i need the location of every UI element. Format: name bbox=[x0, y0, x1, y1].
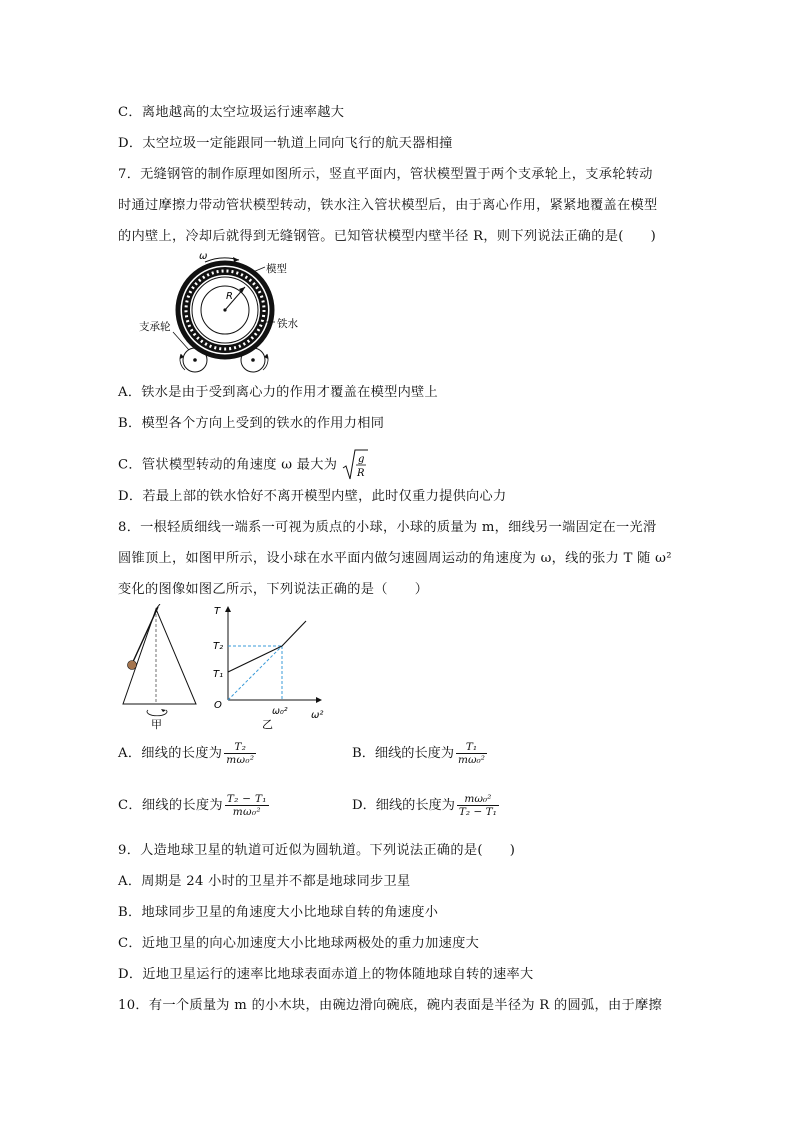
q7-stem-line1: 7．无缝钢管的制作原理如图所示，竖直平面内，管状模型置于两个支承轮上，支承轮转动 bbox=[118, 167, 653, 182]
q7-option-a: A．铁水是由于受到离心力的作用才覆盖在模型内壁上 bbox=[118, 385, 439, 400]
q10-stem-line1: 10．有一个质量为 m 的小木块，由碗边滑向碗底，碗内表面是半径为 R 的圆弧，由于摩擦 bbox=[118, 998, 662, 1013]
axis-t-label: T bbox=[214, 606, 221, 617]
sqrt-denominator: R bbox=[356, 468, 365, 479]
fraction-denominator: mω₀² bbox=[458, 754, 485, 766]
model-label: 模型 bbox=[266, 263, 287, 275]
q7-stem-line3: 的内壁上，冷却后就得到无缝钢管。已知管状模型内壁半径 R，则下列说法正确的是( ) bbox=[118, 229, 657, 244]
omega-label: ω bbox=[199, 251, 208, 262]
q6-option-d: D．太空垃圾一定能跟同一轨道上同向飞行的航天器相撞 bbox=[118, 136, 453, 151]
q9-stem: 9．人造地球卫星的轨道可近似为圆轨道。下列说法正确的是( ) bbox=[118, 843, 516, 858]
q8-option-d-fraction bbox=[457, 793, 499, 818]
q8-stem-line2: 圆锥顶上，如图甲所示，设小球在水平面内做匀速圆周运动的角速度为 ω，线的张力 T 随 ω² bbox=[118, 551, 672, 566]
q6-option-c: C．离地越高的太空垃圾运行速率越大 bbox=[118, 105, 345, 120]
q8-stem-line1: 8．一根轻质细线一端系一可视为质点的小球，小球的质量为 m，细线另一端固定在一光滑 bbox=[118, 520, 657, 535]
q8-option-b-text: B．细线的长度为 bbox=[352, 746, 455, 761]
q9-option-c: C．近地卫星的向心加速度大小比地球两极处的重力加速度大 bbox=[118, 936, 480, 951]
q7-pipe-figure bbox=[135, 250, 335, 375]
q8-cone-figure-jia bbox=[118, 604, 208, 732]
support-wheel-label: 支承轮 bbox=[139, 321, 171, 333]
fraction-denominator: mω₀² bbox=[226, 754, 255, 766]
figure-yi-label: 乙 bbox=[262, 718, 273, 731]
sqrt-sign-icon bbox=[342, 449, 368, 481]
q8-option-a bbox=[118, 741, 256, 766]
fraction-numerator: T₁ bbox=[456, 741, 487, 754]
q8-option-c-text: C．细线的长度为 bbox=[118, 798, 223, 813]
sqrt-numerator: g bbox=[357, 454, 365, 465]
q7-stem-line2: 时通过摩擦力带动管状模型转动，铁水注入管状模型后，由于离心作用，紧紧地覆盖在模型 bbox=[118, 198, 658, 213]
figure-jia-label: 甲 bbox=[151, 718, 162, 731]
q8-graph-figure-yi bbox=[210, 604, 330, 732]
fraction-denominator: T₂ − T₁ bbox=[458, 806, 497, 818]
q7-option-c bbox=[118, 449, 368, 481]
q8-stem-line3: 变化的图像如图乙所示，下列说法正确的是（ ） bbox=[118, 582, 429, 597]
radius-label: R bbox=[226, 291, 233, 302]
fraction-numerator: T₂ bbox=[224, 741, 256, 754]
q9-option-b: B．地球同步卫星的角速度大小比地球自转的角速度小 bbox=[118, 905, 439, 920]
origin-label: O bbox=[214, 700, 222, 711]
q8-option-b bbox=[352, 741, 487, 766]
axis-omega-sq-label: ω² bbox=[311, 710, 324, 721]
fraction-numerator: T₂ − T₁ bbox=[226, 793, 267, 805]
fraction-denominator: mω₀² bbox=[232, 806, 261, 818]
q8-option-a-text: A．细线的长度为 bbox=[118, 746, 223, 761]
q7-option-b: B．模型各个方向上受到的铁水的作用力相同 bbox=[118, 416, 385, 431]
molten-iron-label: 铁水 bbox=[277, 318, 298, 330]
t2-tick-label: T₂ bbox=[213, 641, 224, 652]
q8-option-c-fraction bbox=[225, 793, 269, 818]
q8-option-b-fraction bbox=[456, 741, 487, 766]
q7-option-c-text: C．管状模型转动的角速度 ω 最大为 bbox=[118, 457, 338, 473]
q8-option-a-fraction bbox=[224, 741, 256, 766]
fraction-numerator: mω₀² bbox=[457, 793, 499, 806]
sqrt-expression bbox=[342, 449, 368, 481]
ball-icon bbox=[128, 661, 137, 670]
q9-option-a: A．周期是 24 小时的卫星并不都是地球同步卫星 bbox=[118, 874, 411, 889]
q7-option-d: D．若最上部的铁水恰好不离开模型内壁，此时仅重力提供向心力 bbox=[118, 489, 507, 504]
q8-option-d bbox=[352, 793, 499, 818]
q8-option-d-text: D．细线的长度为 bbox=[352, 798, 455, 813]
q9-option-d: D．近地卫星运行的速率比地球表面赤道上的物体随地球自转的速率大 bbox=[118, 967, 534, 982]
omega0-sq-tick-label: ω₀² bbox=[272, 706, 288, 717]
q8-option-c bbox=[118, 793, 269, 818]
t1-tick-label: T₁ bbox=[213, 669, 224, 680]
